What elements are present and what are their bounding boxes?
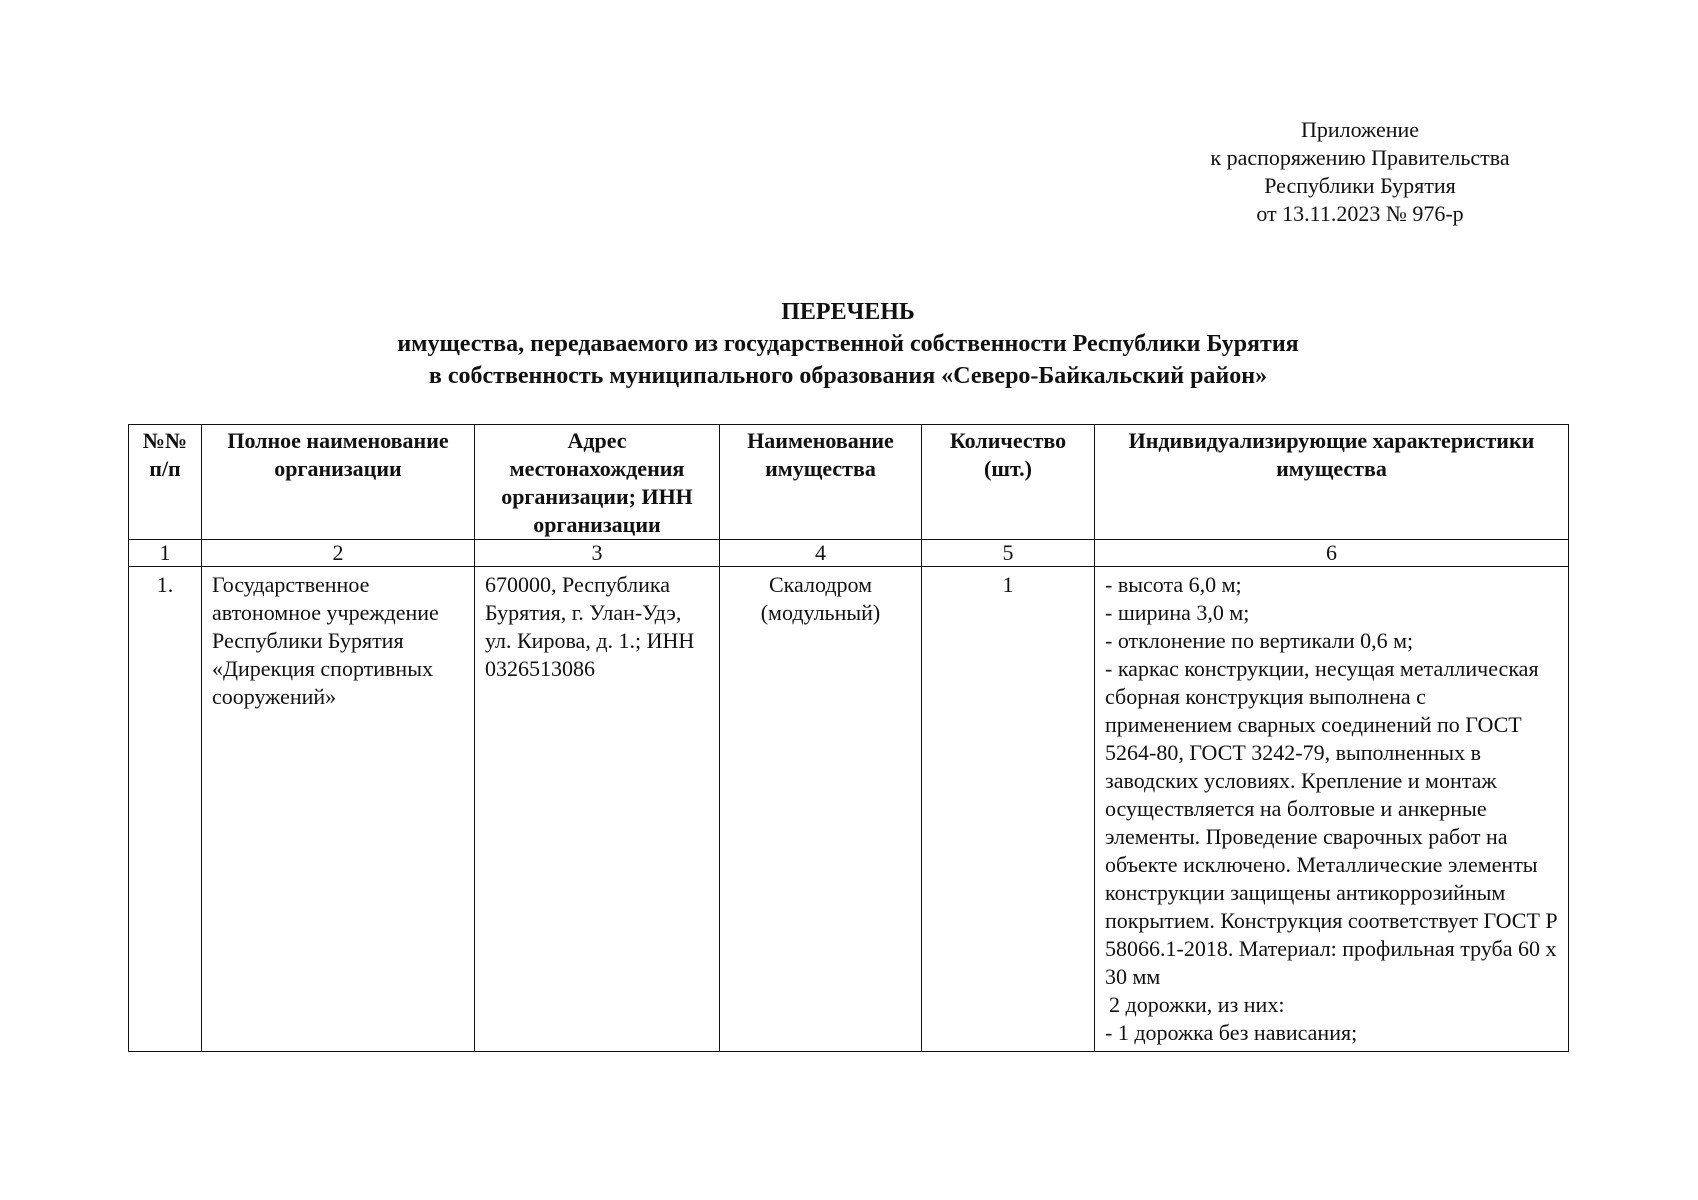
- column-number: 6: [1095, 540, 1569, 567]
- header-num: №№ п/п: [129, 425, 202, 540]
- appendix-date-line: от 13.11.2023 № 976-р: [1256, 201, 1464, 226]
- appendix-header: [1160, 116, 1560, 228]
- cell-property: Скалодром (модульный): [720, 567, 922, 1052]
- characteristic-item: - каркас конструкции, несущая металлическая сборная конструкция выполнена с применением сварных соединений по ГОСТ 5264-80, ГОСТ 3242-79, выполненных в заводских условиях. Крепление и монтаж осуществляется на болтовые и анкерные элементы. Проведение сварочных работ на объекте исключено. Металлические элементы конструкции защищены антикоррозийным покрытием. Конструкция соответствует ГОСТ Р 58066.1-2018. Материал: профильная труба 60 х 30 мм: [1105, 656, 1558, 989]
- title-line-1: имущества, передаваемого из государственной собственности Республики Бурятия: [397, 331, 1299, 357]
- cell-quantity: 1: [922, 567, 1095, 1052]
- header-address: Адрес местонахождения организации; ИНН организации: [475, 425, 720, 540]
- column-number: 3: [475, 540, 720, 567]
- cell-address: 670000, Республика Бурятия, г. Улан-Удэ, ул. Кирова, д. 1.; ИНН 0326513086: [475, 567, 720, 1052]
- characteristic-item: 2 дорожки, из них:: [1109, 992, 1285, 1017]
- characteristic-item: - ширина 3,0 м;: [1105, 600, 1250, 625]
- title-line-2: в собственность муниципального образования «Северо-Байкальский район»: [428, 363, 1268, 389]
- document-title: [128, 296, 1568, 392]
- column-number: 5: [922, 540, 1095, 567]
- property-table: [128, 424, 1569, 1052]
- cell-characteristics: [1095, 567, 1569, 1052]
- appendix-republic-line: Республики Бурятия: [1264, 173, 1456, 198]
- header-org: Полное наименование организации: [202, 425, 475, 540]
- column-number: 2: [202, 540, 475, 567]
- column-number: 4: [720, 540, 922, 567]
- title-heading: ПЕРЕЧЕНЬ: [781, 299, 915, 325]
- header-property: Наименование имущества: [720, 425, 922, 540]
- characteristic-item: - отклонение по вертикали 0,6 м;: [1105, 628, 1414, 653]
- appendix-label: Приложение: [1300, 117, 1420, 142]
- characteristic-item: - 1 дорожка без нависания;: [1105, 1020, 1358, 1045]
- cell-num: 1.: [129, 567, 202, 1052]
- column-number-row: [129, 540, 1569, 567]
- table-header-row: [129, 425, 1569, 540]
- cell-org: Государственное автономное учреждение Республики Бурятия «Дирекция спортивных сооружений»: [202, 567, 475, 1052]
- column-number: 1: [129, 540, 202, 567]
- characteristic-item: - высота 6,0 м;: [1105, 572, 1242, 597]
- appendix-decree-line: к распоряжению Правительства: [1210, 145, 1510, 170]
- header-characteristics: Индивидуализирующие характеристики имущества: [1095, 425, 1569, 540]
- header-quantity: Количество (шт.): [922, 425, 1095, 540]
- table-row: [129, 567, 1569, 1052]
